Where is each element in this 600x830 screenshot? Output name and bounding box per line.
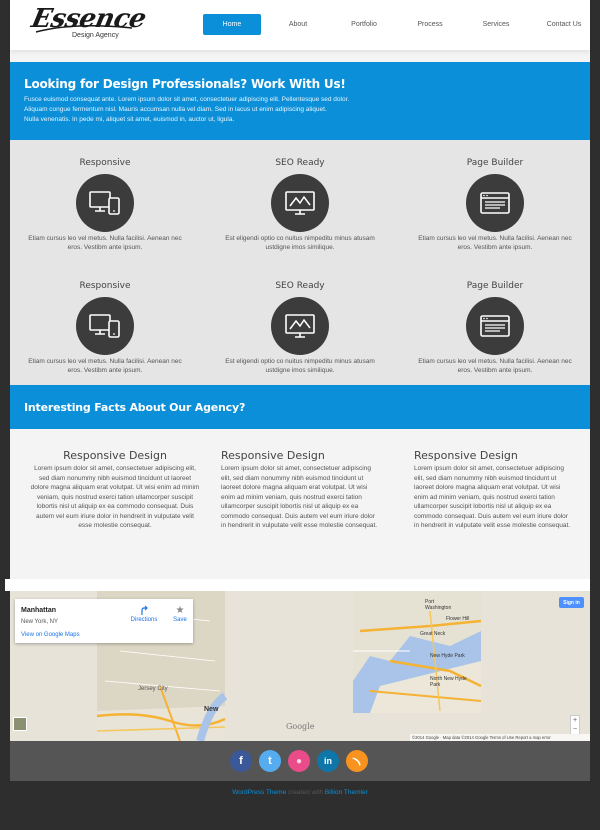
- feature-icon-circle: [76, 297, 134, 355]
- map-label: Jersey City: [138, 686, 168, 692]
- save-label: Save: [173, 617, 187, 623]
- map-label: Flower Hill: [446, 616, 470, 622]
- place-location: New York, NY: [21, 619, 59, 625]
- hero-line: Nulla venenatis. In pede mi, aliquet sit amet, euismod in, auctor ut, ligula.: [24, 116, 235, 123]
- feature-text: Etiam cursus leo vel metus. Nulla facilisi. Aenean nec eros. Vestibm ante ipsum.: [418, 235, 572, 251]
- credit-mid: created with: [286, 789, 325, 796]
- place-name: Manhattan: [21, 607, 56, 614]
- feature-card: [20, 281, 190, 375]
- facebook-icon[interactable]: f: [230, 750, 252, 772]
- feature-card: [410, 281, 580, 375]
- nav-item-home[interactable]: Home: [203, 14, 261, 35]
- hero-text: [24, 95, 424, 125]
- feature-card: [215, 158, 385, 252]
- fact-column: [414, 449, 574, 531]
- nav-item-contact-us[interactable]: Contact Us: [546, 21, 582, 28]
- facts-title: Interesting Facts About Our Agency?: [24, 401, 246, 414]
- twitter-icon[interactable]: t: [259, 750, 281, 772]
- feature-text: Etiam cursus leo vel metus. Nulla facilisi. Aenean nec eros. Vestibm ante ipsum.: [418, 358, 572, 374]
- main-nav: [203, 14, 595, 35]
- hero-line: Fusce euismod consequat ante. Lorem ipsum dolor sit amet, consectetuer adipiscing elit. Pellentesque sed dolor.: [24, 96, 350, 103]
- feature-icon-circle: [271, 297, 329, 355]
- features-section: [10, 140, 590, 385]
- sign-in-button[interactable]: Sign in: [559, 597, 584, 608]
- zoom-out-icon[interactable]: −: [572, 726, 578, 733]
- feature-icon-circle: [271, 174, 329, 232]
- directions-icon: [139, 605, 149, 615]
- star-icon: ★: [175, 605, 185, 616]
- browser-window-icon: [480, 314, 510, 338]
- map-label: New Hyde Park: [430, 653, 465, 659]
- nav-item-portfolio[interactable]: Portfolio: [351, 21, 377, 28]
- linkedin-icon[interactable]: in: [317, 750, 339, 772]
- social-bar: [10, 741, 590, 781]
- feature-card: [410, 158, 580, 252]
- fact-title: Responsive Design: [221, 449, 325, 462]
- feature-card: [20, 158, 190, 252]
- map-attribution: ©2014 Google · Map data ©2014 Google Terms of Use Report a map error: [410, 734, 590, 741]
- feature-text: Etiam cursus leo vel metus. Nulla facilisi. Aenean nec eros. Vestibm ante ipsum.: [28, 235, 182, 251]
- save-button[interactable]: [169, 605, 191, 623]
- site-header: [10, 0, 590, 50]
- feature-title: Page Builder: [466, 281, 524, 291]
- hero-line: Aliquam congue fermentum nisl. Mauris accumsan nulla vel diam. Sed in lacus ut enim adipiscing aliquet.: [24, 106, 327, 113]
- hero-banner: [10, 62, 590, 140]
- site-logo[interactable]: [28, 4, 149, 46]
- hero-title: Looking for Design Professionals? Work With Us!: [24, 77, 346, 91]
- zoom-control[interactable]: [570, 715, 580, 735]
- feature-icon-circle: [76, 174, 134, 232]
- nav-item-about[interactable]: About: [288, 21, 308, 28]
- feature-title: Responsive: [79, 158, 131, 168]
- feature-title: SEO Ready: [275, 158, 325, 168]
- rss-icon[interactable]: ): [341, 745, 372, 776]
- feature-text: Etiam cursus leo vel metus. Nulla facilisi. Aenean nec eros. Vestibm ante ipsum.: [28, 358, 182, 374]
- devices-icon: [89, 313, 121, 339]
- facts-body: [10, 429, 590, 579]
- fact-text: Lorem ipsum dolor sit amet, consectetuer adipiscing elit, sed diam nonummy nibh euismod tincidunt ut laoreet dolore magna aliquam erat volutpat. Ut wisi enim ad minim veniam, quis nostrud exerci tation ullamcorper suscipit lobortis nisl ut aliquip ex ea commodo consequat. Duis autem vel eum iriure dolor in hendrerit in vulputate velit esse molestie consequat.: [221, 465, 378, 529]
- feature-card: [215, 281, 385, 375]
- facts-banner: [10, 385, 590, 429]
- logo-tagline: Design Agency: [72, 32, 119, 39]
- dribbble-icon[interactable]: ●: [288, 750, 310, 772]
- wordpress-theme-link[interactable]: WordPress Theme: [232, 789, 287, 796]
- nav-item-services[interactable]: Services: [482, 21, 510, 28]
- nav-item-process[interactable]: Process: [417, 21, 443, 28]
- feature-title: SEO Ready: [275, 281, 325, 291]
- fact-text: Lorem ipsum dolor sit amet, consectetuer adipiscing elit, sed diam nonummy nibh euismod tincidunt ut laoreet dolore magna aliquam erat volutpat. Ut wisi enim ad minim veniam, quis nostrud exerci tation ullamcorper suscipit lobortis nisl ut aliquip ex ea commodo consequat. Duis autem vel eum iriure dolor in hendrerit in vulputate velit esse molestie consequat.: [414, 465, 571, 529]
- google-map[interactable]: [10, 591, 590, 741]
- directions-label: Directions: [130, 617, 158, 623]
- logo-text: Essence: [28, 4, 149, 34]
- feature-text: Est eligendi optio co nuitus nimpeditu minus atusam ustdigne imos similique.: [225, 358, 375, 374]
- themler-link[interactable]: Billion Themler: [324, 789, 368, 796]
- map-label: Port Washington: [425, 599, 452, 611]
- feature-text: Est eligendi optio co nuitus nimpeditu minus atusam ustdigne imos similique.: [225, 235, 375, 251]
- divider-strip: [5, 579, 590, 591]
- fact-title: Responsive Design: [414, 449, 518, 462]
- map-label: Great Neck: [420, 631, 446, 637]
- view-on-google-maps-link[interactable]: View on Google Maps: [21, 632, 80, 638]
- google-logo: Google: [286, 722, 315, 731]
- chart-monitor-icon: [285, 190, 315, 216]
- footer-credit: [0, 789, 600, 796]
- map-label: North New Hyde Park: [430, 676, 467, 688]
- directions-button[interactable]: [129, 605, 159, 623]
- feature-title: Responsive: [79, 281, 131, 291]
- feature-icon-circle: [466, 297, 524, 355]
- fact-text: Lorem ipsum dolor sit amet, consectetuer adipiscing elit, sed diam nonummy nibh euismod tincidunt ut laoreet dolore magna aliquam erat volutpat. Ut wisi enim ad minim veniam, quis nostrud exerci tation ullamcorper suscipit lobortis nisl ut aliquip ex ea commodo consequat. Duis autem vel eum iriure dolor in hendrerit in vulputate velit esse molestie consequat.: [30, 465, 200, 529]
- map-info-card: [15, 599, 193, 643]
- fact-title: Responsive Design: [63, 449, 167, 462]
- browser-window-icon: [480, 191, 510, 215]
- feature-icon-circle: [466, 174, 524, 232]
- fact-column: [221, 449, 381, 531]
- devices-icon: [89, 190, 121, 216]
- chart-monitor-icon: [285, 313, 315, 339]
- satellite-thumbnail[interactable]: [13, 717, 27, 731]
- map-label: New: [204, 706, 219, 713]
- feature-title: Page Builder: [466, 158, 524, 168]
- fact-column: [30, 449, 200, 531]
- zoom-in-icon[interactable]: +: [572, 717, 578, 724]
